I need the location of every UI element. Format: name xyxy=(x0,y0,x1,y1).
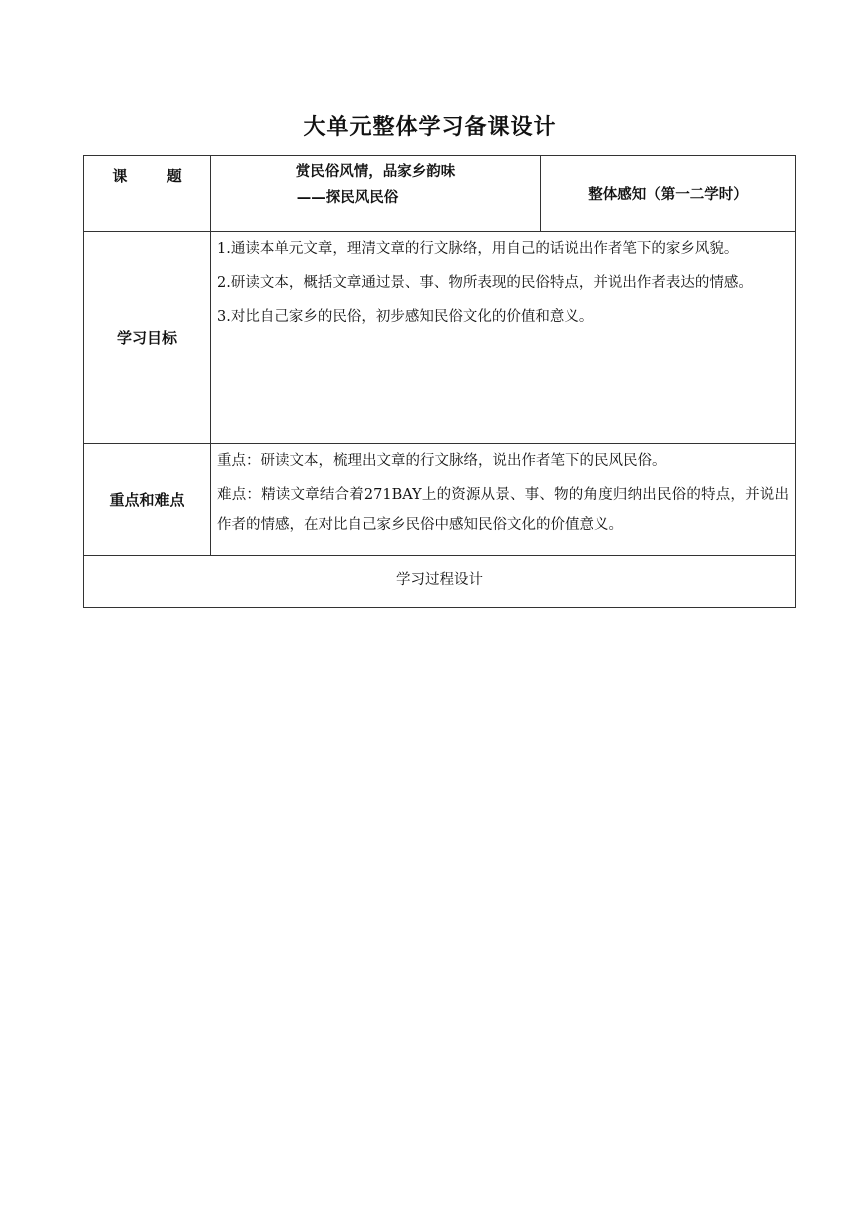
topic-label: 课 题 xyxy=(84,156,211,232)
key-points-label: 重点和难点 xyxy=(84,444,211,556)
topic-title-line1: 赏民俗风情，品家乡韵味 xyxy=(295,164,456,180)
goal-item: 1.通读本单元文章，理清文章的行文脉络，用自己的话说出作者笔下的家乡风貌。 xyxy=(217,241,739,257)
topic-title-cell xyxy=(211,156,541,232)
goals-label: 学习目标 xyxy=(84,232,211,444)
goal-item: 3.对比自己家乡的民俗，初步感知民俗文化的价值和意义。 xyxy=(217,309,594,325)
phase-label: 整体感知（第一二学时） xyxy=(541,156,796,232)
key-point: 重点：研读文本，梳理出文章的行文脉络，说出作者笔下的民风民俗。 xyxy=(217,453,667,469)
goals-row xyxy=(84,232,796,444)
process-row xyxy=(84,556,796,608)
topic-title-line2: ——探民风民俗 xyxy=(296,190,399,206)
goals-content xyxy=(211,232,796,444)
difficult-point: 难点：精读文章结合着271BAY上的资源从景、事、物的角度归纳出民俗的特点，并说出作者的情感，在对比自己家乡民俗中感知民俗文化的价值意义。 xyxy=(217,487,789,533)
topic-row xyxy=(84,156,796,232)
goal-item: 2.研读文本，概括文章通过景、事、物所表现的民俗特点，并说出作者表达的情感。 xyxy=(217,275,753,291)
document-title: 大单元整体学习备课设计 xyxy=(303,115,557,140)
key-points-content xyxy=(211,444,796,556)
key-points-row xyxy=(84,444,796,556)
lesson-plan-table xyxy=(83,155,796,608)
process-heading: 学习过程设计 xyxy=(84,556,796,608)
